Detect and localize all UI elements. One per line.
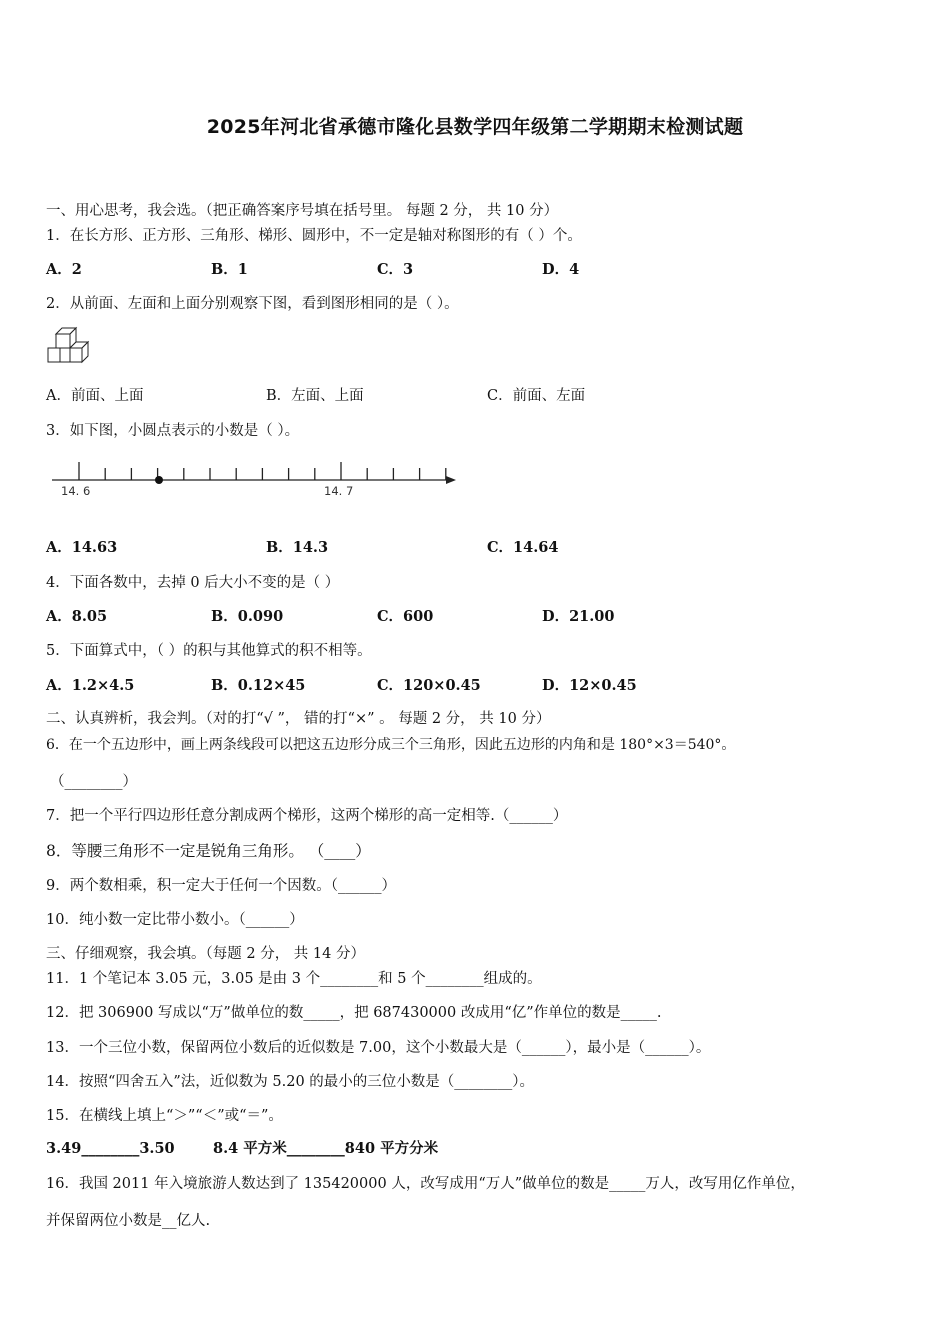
number-line-point xyxy=(155,476,163,484)
question-1: 1．在长方形、正方形、三角形、梯形、圆形中，不一定是轴对称图形的有（ ）个。 xyxy=(46,228,582,244)
option-c[interactable]: C．3 xyxy=(377,261,414,278)
option-b-label: B．左面、上面 xyxy=(266,388,364,404)
question-2: 2．从前面、左面和上面分别观察下图，看到图形相同的是（ ）。 xyxy=(46,296,459,312)
section-3-header: 三、仔细观察，我会填。（每题 2 分， 共 14 分） xyxy=(46,946,365,962)
option-b[interactable]: B．0.090 xyxy=(211,608,284,625)
question-3: 3．如下图，小圆点表示的小数是（ ）。 xyxy=(46,423,300,439)
option-a-label: A．前面、上面 xyxy=(46,388,144,404)
question-5-options xyxy=(46,676,906,696)
question-3-options xyxy=(46,538,906,558)
question-4-options xyxy=(46,607,906,627)
number-line-ticks xyxy=(79,462,446,480)
question-12: 12．把 306900 写成以“万”做单位的数_____，把 687430000 改成用“亿”作单位的数是_____. xyxy=(46,1005,662,1021)
section-2-header: 二、认真辨析，我会判。（对的打“√ ”， 错的打“×” 。 每题 2 分， 共 10 分） xyxy=(46,711,551,727)
question-15-items xyxy=(46,1139,906,1159)
option-a[interactable]: A．2 xyxy=(46,261,82,278)
cube-stack-figure xyxy=(46,326,90,366)
compare-item-b[interactable]: 8.4 平方米________840 平方分米 xyxy=(213,1140,439,1157)
question-14: 14．按照“四舍五入”法，近似数为 5.20 的最小的三位小数是（________）。 xyxy=(46,1074,535,1090)
option-d[interactable]: D．4 xyxy=(542,261,580,278)
question-16-line-2: 并保留两位小数是__亿人. xyxy=(46,1213,211,1229)
option-c[interactable]: C．600 xyxy=(377,608,434,625)
number-line-arrow xyxy=(446,476,456,484)
option-b[interactable]: B．14.3 xyxy=(266,539,329,556)
option-b[interactable] xyxy=(266,386,364,406)
section-1-header: 一、用心思考，我会选。（把正确答案序号填在括号里。 每题 2 分， 共 10 分） xyxy=(46,203,559,219)
page-title: 2025年河北省承德市隆化县数学四年级第二学期期末检测试题 xyxy=(206,116,744,138)
question-7: 7．把一个平行四边形任意分割成两个梯形，这两个梯形的高一定相等.（______） xyxy=(46,808,568,824)
option-a[interactable] xyxy=(46,386,143,406)
option-c[interactable]: C．14.64 xyxy=(487,539,559,556)
option-a[interactable]: A．14.63 xyxy=(46,539,118,556)
question-5: 5．下面算式中，（ ）的积与其他算式的积不相等。 xyxy=(46,643,372,659)
question-13: 13．一个三位小数，保留两位小数后的近似数是 7.00，这个小数最大是（______），最小是（______）。 xyxy=(46,1040,711,1056)
question-11: 11．1 个笔记本 3.05 元，3.05 是由 3 个________和 5 个________组成的。 xyxy=(46,971,542,987)
option-a[interactable]: A．8.05 xyxy=(46,608,108,625)
question-6-blank[interactable]: （________） xyxy=(50,774,137,790)
option-d[interactable]: D．12×0.45 xyxy=(542,677,637,694)
question-10: 10．纯小数一定比带小数小。（______） xyxy=(46,912,304,928)
option-d[interactable]: D．21.00 xyxy=(542,608,615,625)
option-b[interactable]: B．1 xyxy=(211,261,248,278)
question-9: 9．两个数相乘，积一定大于任何一个因数。（______） xyxy=(46,878,396,894)
question-4: 4．下面各数中，去掉 0 后大小不变的是（ ） xyxy=(46,575,340,591)
option-c[interactable]: C．120×0.45 xyxy=(377,677,481,694)
question-15: 15．在横线上填上“＞”“＜”或“＝”。 xyxy=(46,1108,283,1124)
option-b[interactable]: B．0.12×45 xyxy=(211,677,306,694)
question-1-options xyxy=(46,260,906,280)
question-8: 8．等腰三角形不一定是锐角三角形。 （____） xyxy=(46,842,371,860)
label-14-7: 14. 7 xyxy=(324,484,354,498)
question-2-options xyxy=(46,386,906,406)
question-16-line-1: 16．我国 2011 年入境旅游人数达到了 135420000 人，改写成用“万人”做单位的数是_____万人，改写用亿作单位， xyxy=(46,1176,805,1192)
option-c[interactable] xyxy=(487,386,585,406)
option-a[interactable]: A．1.2×4.5 xyxy=(46,677,135,694)
label-14-6: 14. 6 xyxy=(61,484,91,498)
question-6: 6．在一个五边形中，画上两条线段可以把这五边形分成三个三角形，因此五边形的内角和是 180°×3＝540°。 xyxy=(46,737,736,753)
option-c-label: C．前面、左面 xyxy=(487,388,586,404)
number-line-figure xyxy=(46,455,458,501)
compare-item-a[interactable]: 3.49________3.50 xyxy=(46,1140,175,1157)
